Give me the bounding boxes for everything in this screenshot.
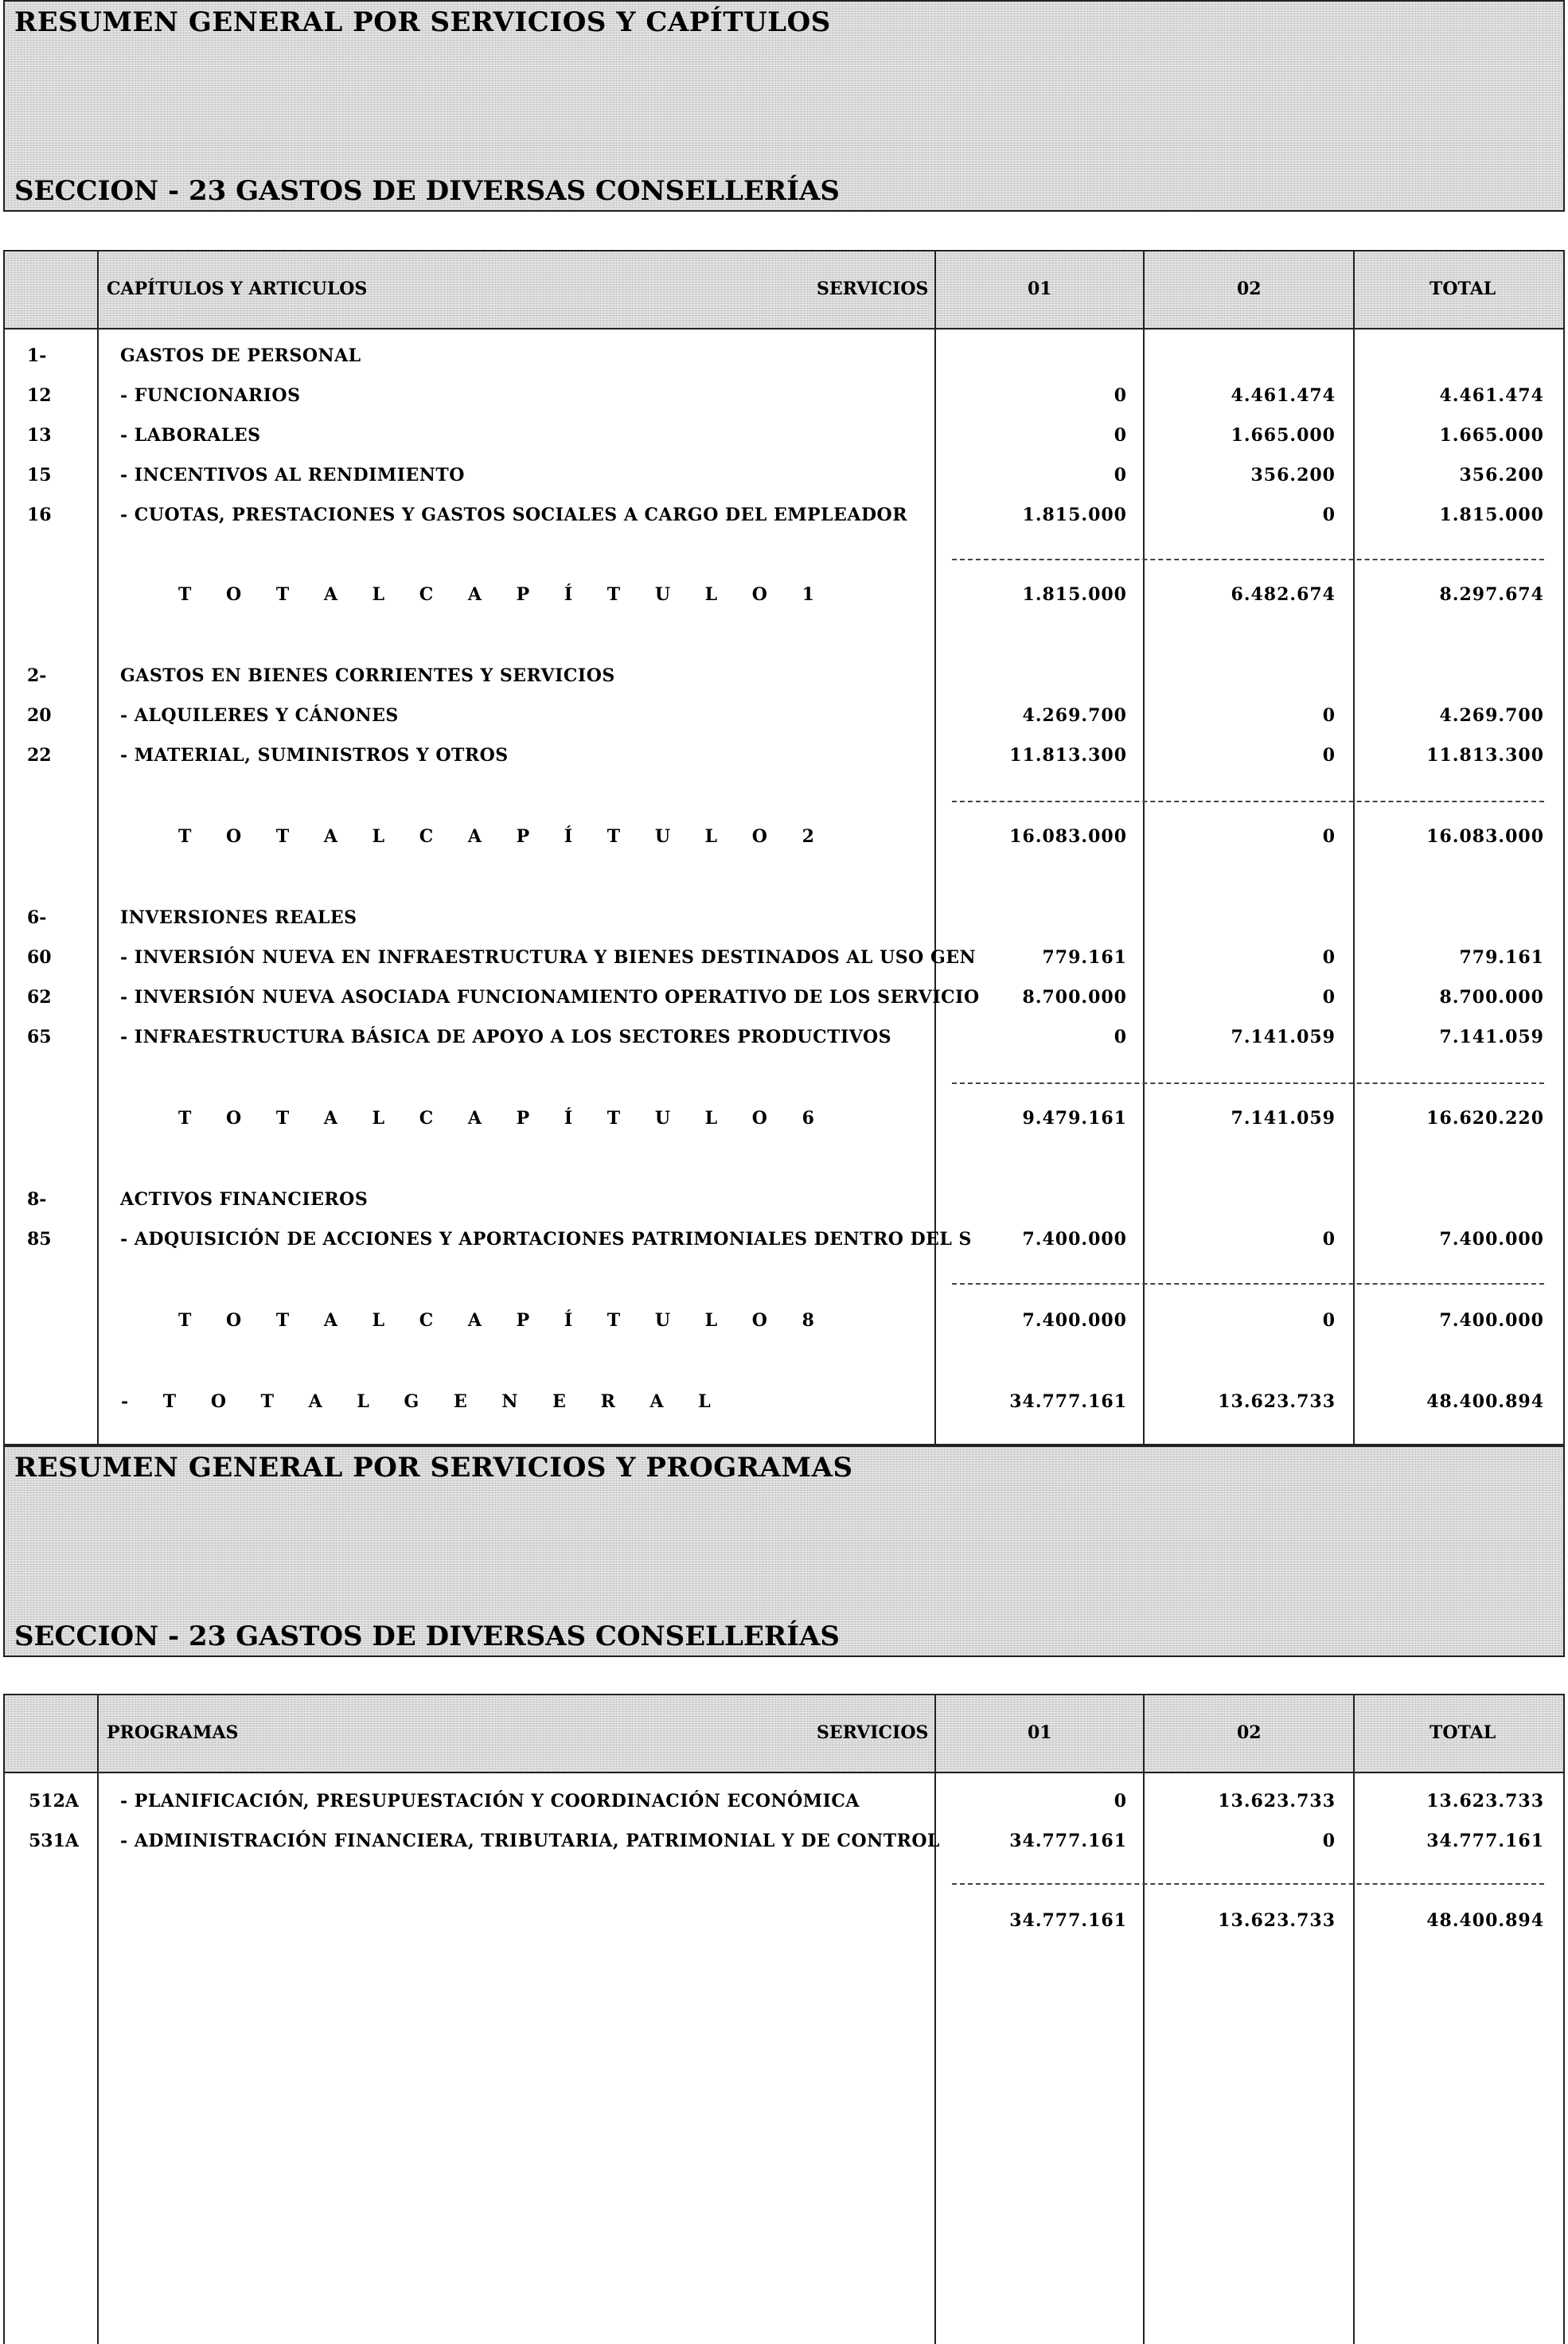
chapter-total-label: T O T A L C A P Í T U L O 1 [178, 584, 829, 605]
row-desc: - CUOTAS, PRESTACIONES Y GASTOS SOCIALES A CARGO DEL EMPLEADOR [120, 505, 907, 525]
row-value-01: 0 [1114, 465, 1127, 486]
col-divider [1143, 252, 1145, 1444]
program-desc: - ADMINISTRACIÓN FINANCIERA, TRIBUTARIA, PATRIMONIAL Y DE CONTROL [120, 1831, 940, 1851]
col-divider [934, 252, 936, 1444]
row-code: 1- [27, 345, 47, 366]
program-code: 531A [29, 1831, 79, 1851]
row-value-01: 9.479.161 [1022, 1108, 1127, 1129]
header-total: TOTAL [1430, 279, 1496, 299]
row-desc: ACTIVOS FINANCIEROS [120, 1189, 369, 1210]
subtotal-dashed-rule [952, 1283, 1544, 1285]
row-total: 13.623.733 [1426, 1791, 1544, 1812]
header-service-02: 02 [1237, 279, 1262, 299]
row-code: 8- [27, 1189, 47, 1210]
row-value-01: 0 [1114, 425, 1127, 446]
row-value-02: 0 [1322, 1831, 1336, 1851]
row-total: 779.161 [1459, 947, 1544, 968]
row-value-02: 0 [1322, 505, 1336, 525]
grand-total-01: 34.777.161 [1009, 1391, 1127, 1412]
row-value-01: 7.400.000 [1022, 1229, 1127, 1250]
chapters-table [3, 250, 1565, 1445]
bottom-title-band [3, 1445, 1565, 1657]
grand-total: 48.400.894 [1426, 1391, 1544, 1412]
subtotal-dashed-rule [952, 559, 1544, 560]
row-desc: GASTOS EN BIENES CORRIENTES Y SERVICIOS [120, 665, 615, 686]
top-section-label: SECCION - 23 GASTOS DE DIVERSAS CONSELLERÍAS [14, 175, 840, 207]
row-desc: GASTOS DE PERSONAL [120, 345, 361, 366]
row-value-01: 1.815.000 [1022, 584, 1127, 605]
row-desc: INVERSIONES REALES [120, 907, 357, 928]
row-total: 4.269.700 [1439, 705, 1544, 726]
top-report-title: RESUMEN GENERAL POR SERVICIOS Y CAPÍTULOS [14, 6, 831, 38]
row-total: 8.297.674 [1439, 584, 1544, 605]
row-value-02: 0 [1322, 1310, 1336, 1331]
row-value-02: 356.200 [1250, 465, 1336, 486]
subtotal-dashed-rule [952, 801, 1544, 802]
row-code: 2- [27, 665, 47, 686]
row-code: 16 [27, 505, 52, 525]
row-total: 8.700.000 [1439, 987, 1544, 1008]
row-value-02: 1.665.000 [1231, 425, 1336, 446]
row-desc: - FUNCIONARIOS [120, 385, 301, 406]
row-value-02: 7.141.059 [1231, 1027, 1336, 1047]
row-total: 4.461.474 [1439, 385, 1544, 406]
row-total: 1.665.000 [1439, 425, 1544, 446]
chapter-total-label: T O T A L C A P Í T U L O 6 [178, 1108, 829, 1129]
row-value-02: 0 [1322, 705, 1336, 726]
row-code: 20 [27, 705, 52, 726]
row-desc: - LABORALES [120, 425, 261, 446]
header-servicios: SERVICIOS [817, 1722, 929, 1743]
row-code: 12 [27, 385, 52, 406]
row-total: 7.400.000 [1439, 1310, 1544, 1331]
bottom-section-label: SECCION - 23 GASTOS DE DIVERSAS CONSELLERÍAS [14, 1621, 840, 1652]
programs-total-01: 34.777.161 [1009, 1910, 1127, 1931]
row-value-01: 34.777.161 [1009, 1831, 1127, 1851]
row-value-01: 0 [1114, 385, 1127, 406]
subtotal-dashed-rule [952, 1883, 1544, 1885]
row-total: 356.200 [1459, 465, 1544, 486]
row-desc: - MATERIAL, SUMINISTROS Y OTROS [120, 745, 509, 766]
row-value-02: 0 [1322, 1229, 1336, 1250]
row-code: 85 [27, 1229, 52, 1250]
program-code: 512A [29, 1791, 79, 1812]
row-value-02: 6.482.674 [1231, 584, 1336, 605]
header-service-01: 01 [1028, 279, 1052, 299]
col-divider [1143, 1695, 1145, 2344]
row-total: 16.083.000 [1426, 826, 1544, 847]
row-value-02: 7.141.059 [1231, 1108, 1336, 1129]
row-code: 13 [27, 425, 52, 446]
row-total: 11.813.300 [1426, 745, 1544, 766]
row-desc: - INCENTIVOS AL RENDIMIENTO [120, 465, 465, 486]
row-value-02: 0 [1322, 987, 1336, 1008]
row-value-01: 0 [1114, 1791, 1127, 1812]
bottom-report-title: RESUMEN GENERAL POR SERVICIOS Y PROGRAMAS [14, 1452, 853, 1484]
col-divider [934, 1695, 936, 2344]
row-value-01: 11.813.300 [1009, 745, 1127, 766]
header-capitulos: CAPÍTULOS Y ARTICULOS [107, 279, 368, 299]
row-code: 60 [27, 947, 52, 968]
row-value-01: 8.700.000 [1022, 987, 1127, 1008]
grand-total-label: - T O T A L G E N E R A L [121, 1391, 725, 1412]
row-desc: - ALQUILERES Y CÁNONES [120, 705, 399, 726]
chapter-total-label: T O T A L C A P Í T U L O 8 [178, 1310, 829, 1331]
row-total: 1.815.000 [1439, 505, 1544, 525]
row-desc: - INVERSIÓN NUEVA EN INFRAESTRUCTURA Y BIENES DESTINADOS AL USO GEN [120, 947, 977, 968]
row-value-01: 779.161 [1042, 947, 1127, 968]
programs-table [3, 1694, 1565, 2344]
programs-total-02: 13.623.733 [1218, 1910, 1336, 1931]
row-value-01: 7.400.000 [1022, 1310, 1127, 1331]
header-service-02: 02 [1237, 1722, 1262, 1743]
row-total: 16.620.220 [1426, 1108, 1544, 1129]
header-total: TOTAL [1430, 1722, 1496, 1743]
row-total: 34.777.161 [1426, 1831, 1544, 1851]
row-desc: - ADQUISICIÓN DE ACCIONES Y APORTACIONES PATRIMONIALES DENTRO DEL S [120, 1229, 972, 1250]
row-value-02: 4.461.474 [1231, 385, 1336, 406]
row-value-01: 1.815.000 [1022, 505, 1127, 525]
row-total: 7.141.059 [1439, 1027, 1544, 1047]
row-total: 7.400.000 [1439, 1229, 1544, 1250]
header-programas: PROGRAMAS [107, 1722, 239, 1743]
subtotal-dashed-rule [952, 1082, 1544, 1084]
row-code: 6- [27, 907, 47, 928]
top-title-band [3, 0, 1565, 212]
row-code: 15 [27, 465, 52, 486]
row-value-01: 0 [1114, 1027, 1127, 1047]
col-divider [97, 252, 99, 1444]
program-desc: - PLANIFICACIÓN, PRESUPUESTACIÓN Y COORDINACIÓN ECONÓMICA [120, 1791, 860, 1812]
col-divider [97, 1695, 99, 2344]
header-service-01: 01 [1028, 1722, 1052, 1743]
chapters-table-header [5, 252, 1563, 330]
grand-total-02: 13.623.733 [1218, 1391, 1336, 1412]
programs-grand-total: 48.400.894 [1426, 1910, 1544, 1931]
chapter-total-label: T O T A L C A P Í T U L O 2 [178, 826, 829, 847]
row-value-01: 16.083.000 [1009, 826, 1127, 847]
row-code: 22 [27, 745, 52, 766]
programs-table-header [5, 1695, 1563, 1773]
col-divider [1353, 1695, 1355, 2344]
header-servicios: SERVICIOS [817, 279, 929, 299]
row-value-02: 0 [1322, 947, 1336, 968]
row-desc: - INFRAESTRUCTURA BÁSICA DE APOYO A LOS SECTORES PRODUCTIVOS [120, 1027, 891, 1047]
row-desc: - INVERSIÓN NUEVA ASOCIADA FUNCIONAMIENTO OPERATIVO DE LOS SERVICIO [120, 987, 980, 1008]
row-code: 65 [27, 1027, 52, 1047]
row-value-02: 0 [1322, 745, 1336, 766]
row-value-01: 4.269.700 [1022, 705, 1127, 726]
col-divider [1353, 252, 1355, 1444]
row-value-02: 0 [1322, 826, 1336, 847]
row-code: 62 [27, 987, 52, 1008]
row-value-02: 13.623.733 [1218, 1791, 1336, 1812]
